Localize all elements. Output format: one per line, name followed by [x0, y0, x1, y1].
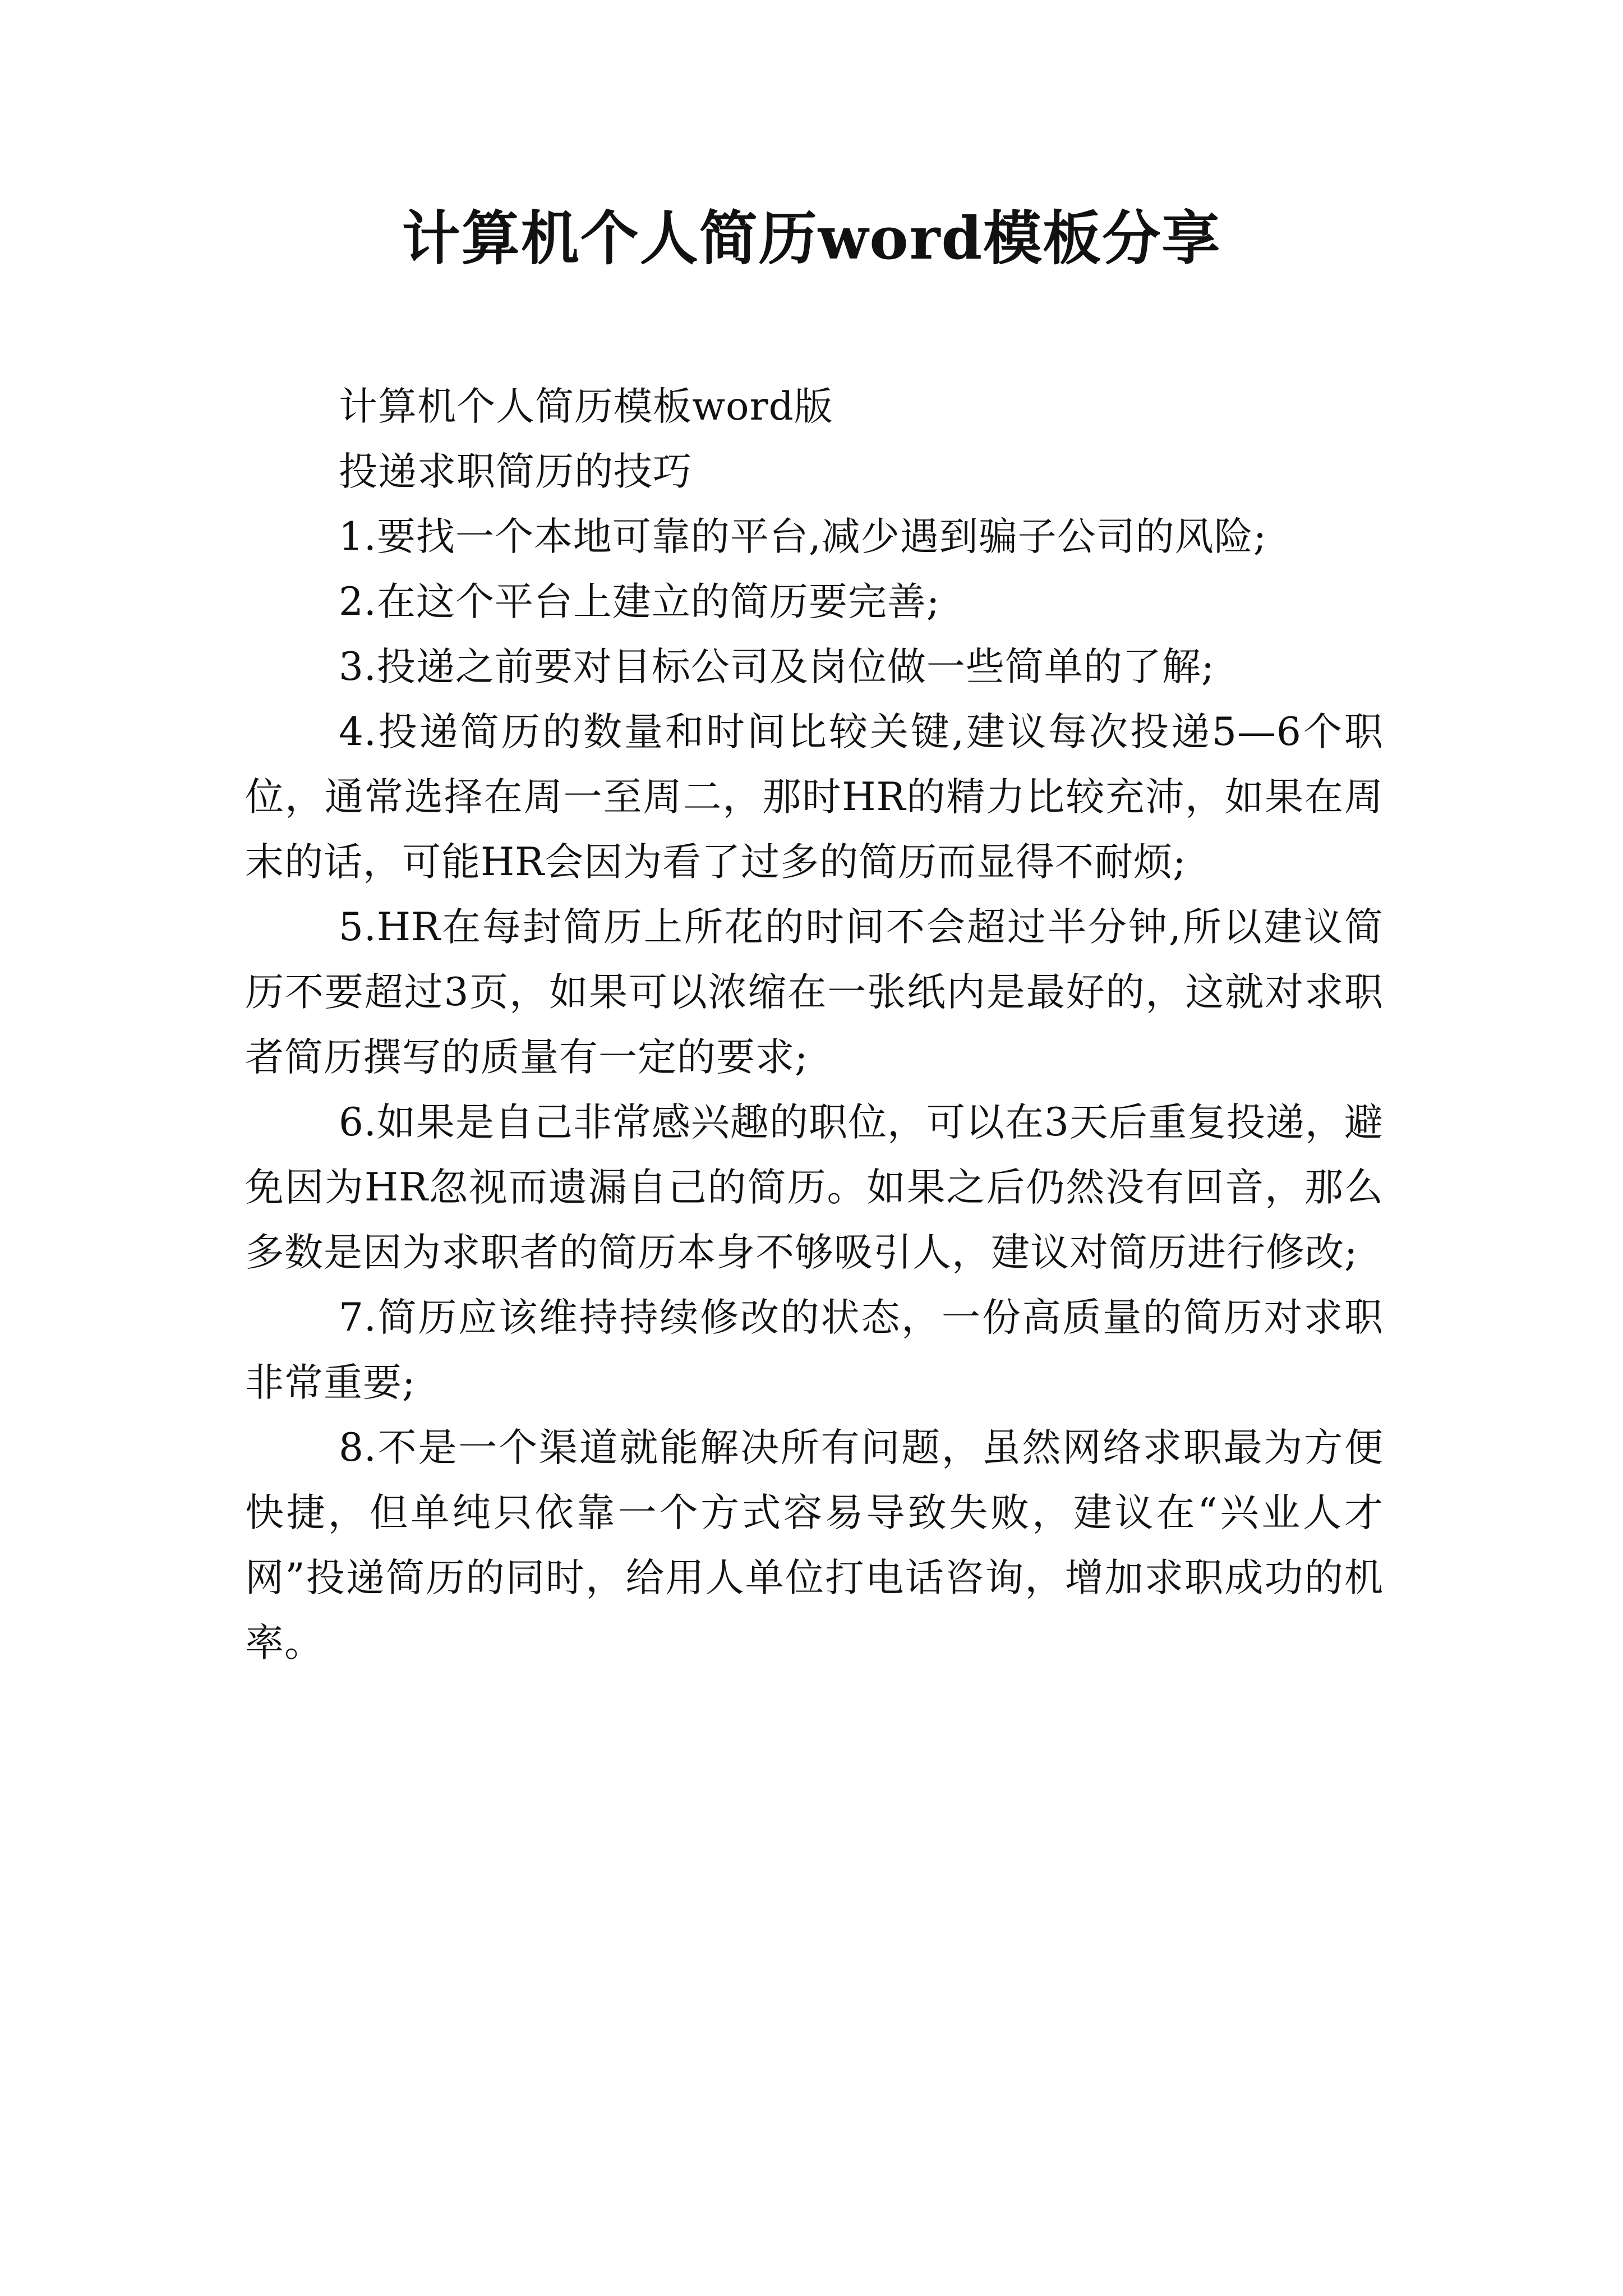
paragraph-tip-1: 1.要找一个本地可靠的平台,减少遇到骗子公司的风险;: [339, 514, 1267, 559]
paragraph-tip-2: 2.在这个平台上建立的简历要完善;: [339, 579, 940, 624]
paragraph-section-heading: 投递求职简历的技巧: [339, 449, 692, 494]
paragraph-tip-3: 3.投递之前要对目标公司及岗位做一些简单的了解;: [339, 645, 1215, 689]
document-body: [245, 374, 1384, 1676]
paragraph-tip-8: 8.不是一个渠道就能解决所有问题，虽然网络求职最为方便快捷，但单纯只依靠一个方式容易导致失败，建议在“兴业人才网”投递简历的同时，给用人单位打电话咨询，增加求职成功的机率。: [245, 1425, 1384, 1665]
document-title: 计算机个人简历word模板分享: [402, 204, 1221, 273]
paragraph-subtitle: 计算机个人简历模板word版: [339, 384, 833, 429]
paragraph-tip-5: 5.HR在每封简历上所花的时间不会超过半分钟,所以建议简历不要超过3页，如果可以浓缩在一张纸内是最好的，这就对求职者简历撰写的质量有一定的要求;: [245, 905, 1384, 1080]
paragraph-tip-4: 4.投递简历的数量和时间比较关键,建议每次投递5—6个职位，通常选择在周一至周二，那时HR的精力比较充沛，如果在周末的话，可能HR会因为看了过多的简历而显得不耐烦;: [245, 710, 1384, 885]
paragraph-tip-7: 7.简历应该维持持续修改的状态，一份高质量的简历对求职非常重要;: [245, 1295, 1384, 1405]
paragraph-tip-6: 6.如果是自己非常感兴趣的职位，可以在3天后重复投递，避免因为HR忽视而遗漏自己的简历。如果之后仍然没有回音，那么多数是因为求职者的简历本身不够吸引人，建议对简历进行修改;: [245, 1100, 1384, 1275]
